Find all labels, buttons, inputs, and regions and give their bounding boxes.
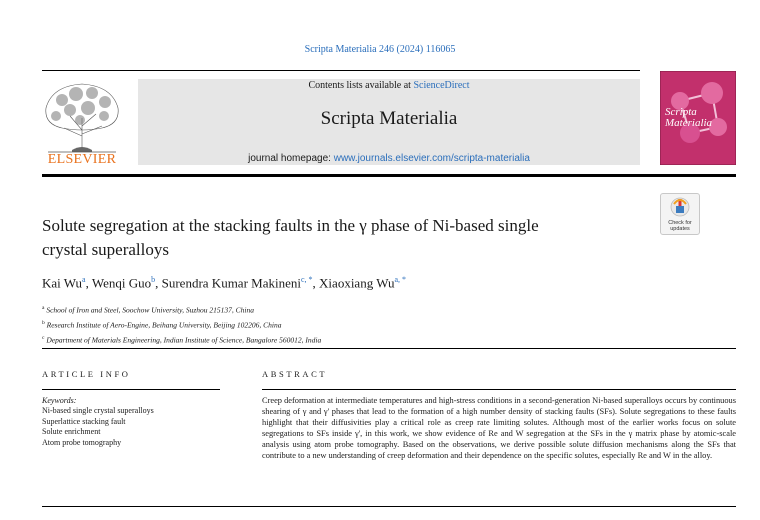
- affiliation-item: [42, 302, 692, 317]
- article-info-heading: ARTICLE INFO: [42, 369, 131, 379]
- abstract-rule: [262, 389, 736, 390]
- abstract-text: Creep deformation at intermediate temperatures and high-stress conditions in a second-generation Ni-based superalloys occurs by continuous shearing of γ and γ' phases that lead to the formation of a high number density of stacking faults (SFs). Solute segregations to these faults highlight that their diffusivities play a critical role as creep rate limiting solutes. Although most of the earlier works focus on solute segregations to SFs inside γ', in this work, we show evidence of Re and W segregation at the SFs in the γ matrix phase by atomic-scale analysis using atom probe tomography. Based on the observations, we derive possible solute diffusion mechanisms along the SFs that contribute to a new understanding of creep deformation and their dependence on the specific solutes, especially Re and W in the alloy.: [262, 396, 736, 461]
- keyword-item: Atom probe tomography: [42, 437, 122, 447]
- contents-prefix: Contents lists available at: [308, 80, 414, 91]
- abstract-heading: ABSTRACT: [262, 369, 328, 379]
- contents-line: [138, 80, 640, 91]
- article-info-rule: [42, 389, 220, 390]
- journal-homepage-link[interactable]: www.journals.elsevier.com/scripta-materialia: [333, 153, 530, 164]
- affiliation-item: [42, 317, 692, 332]
- author-name[interactable]: Kai Wu: [42, 275, 83, 291]
- affiliation-marker: b: [42, 320, 45, 326]
- author-affiliation-marker[interactable]: c, *: [300, 275, 313, 284]
- keywords-label: Keywords:: [42, 396, 77, 405]
- cover-title-line2: Materialia: [665, 117, 713, 129]
- top-rule: [42, 70, 640, 71]
- journal-cover-image[interactable]: [660, 71, 736, 165]
- keyword-item: Ni-based single crystal superalloys: [42, 406, 154, 415]
- author-separator: ,: [155, 275, 162, 291]
- author-list: [42, 275, 682, 291]
- affiliation-text: School of Iron and Steel, Soochow University, Suzhou 215137, China: [46, 305, 254, 315]
- affiliation-marker: c: [42, 335, 45, 341]
- sciencedirect-link[interactable]: ScienceDirect: [413, 80, 470, 91]
- affiliation-marker: a: [42, 305, 45, 311]
- header-divider: [42, 174, 736, 177]
- affiliation-text: Department of Materials Engineering, Indian Institute of Science, Bangalore 560012, India: [46, 335, 322, 345]
- article-title: [42, 214, 642, 262]
- journal-citation[interactable]: Scripta Materialia 246 (2024) 116065: [304, 44, 456, 55]
- title-line-2: crystal superalloys: [42, 240, 169, 259]
- author-name[interactable]: Xiaoxiang Wu: [319, 275, 395, 291]
- author-separator: ,: [312, 275, 320, 291]
- section-divider: [42, 348, 736, 349]
- affiliation-text: Research Institute of Aero-Engine, Beihang University, Beijing 102206, China: [46, 320, 282, 330]
- affiliation-list: [42, 302, 692, 347]
- author-affiliation-marker[interactable]: a, *: [394, 275, 407, 284]
- author-separator: ,: [85, 275, 92, 291]
- author-name[interactable]: Wenqi Guo: [91, 275, 152, 291]
- author-affiliation-marker[interactable]: b: [151, 275, 156, 284]
- cover-title-line1: Scripta: [665, 106, 697, 118]
- check-updates-label: [660, 220, 700, 232]
- author-name[interactable]: Surendra Kumar Makineni: [161, 275, 301, 291]
- keyword-list: [42, 406, 154, 448]
- keyword-item: Solute enrichment: [42, 427, 101, 436]
- elsevier-wordmark: ELSEVIER: [47, 152, 117, 167]
- author-affiliation-marker[interactable]: a: [82, 275, 86, 284]
- check-updates-line2: updates: [670, 226, 690, 232]
- footer-divider: [42, 506, 736, 507]
- homepage-prefix: journal homepage:: [248, 153, 334, 164]
- keyword-item: Superlattice stacking fault: [42, 416, 126, 426]
- journal-name: Scripta Materialia: [320, 108, 458, 129]
- homepage-line: [138, 153, 640, 164]
- check-updates-line1: Check for: [668, 220, 692, 226]
- affiliation-item: [42, 332, 692, 347]
- title-line-1: Solute segregation at the stacking faults in the γ phase of Ni-based single: [42, 216, 539, 235]
